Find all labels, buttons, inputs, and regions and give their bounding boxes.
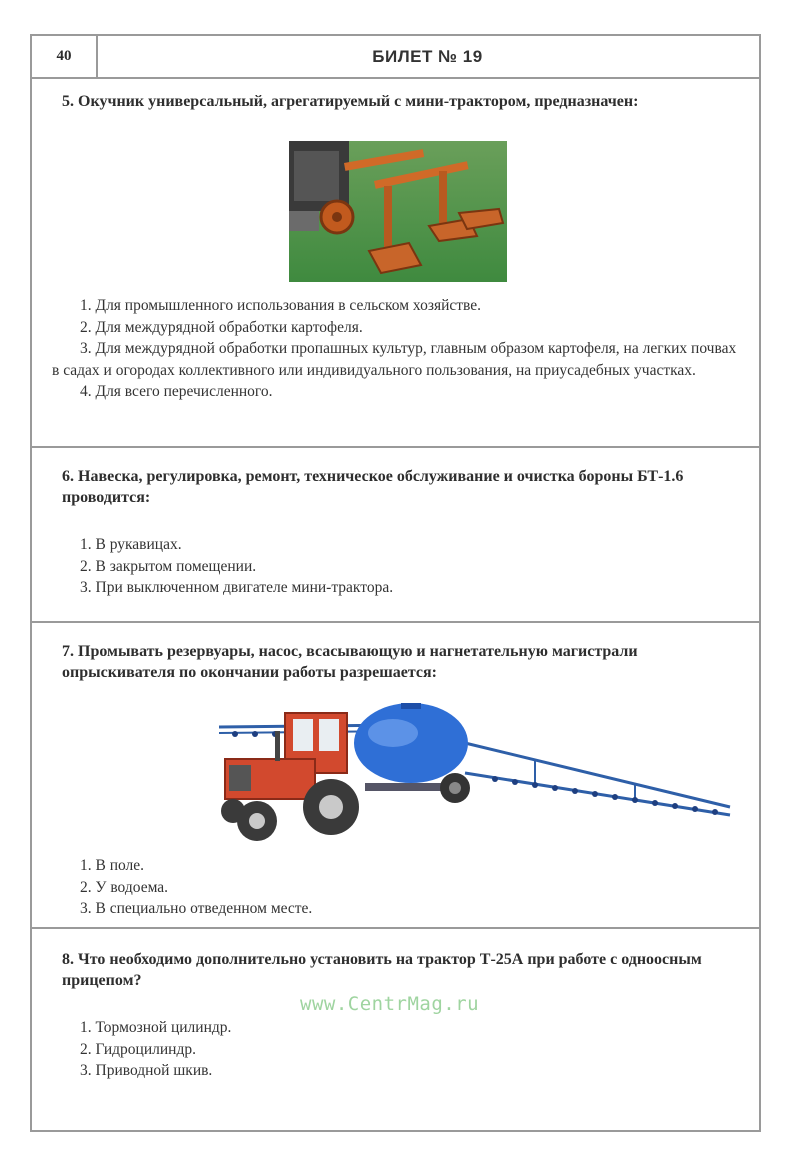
answer-item: 1. Тормозной цилиндр. xyxy=(80,1019,232,1036)
question-8 xyxy=(32,929,759,1130)
question-8-prompt: 8. Что необходимо дополнительно установить на трактор Т-25А при работе с одноосным прицепом? xyxy=(62,951,702,989)
page-title: БИЛЕТ № 19 xyxy=(372,46,483,66)
answer-item: 2. У водоема. xyxy=(80,878,169,896)
question-5 xyxy=(32,77,759,448)
answer-item: 3. В специально отведенном месте. xyxy=(80,900,313,917)
answer-item: 1. В рукавицах. xyxy=(80,536,182,553)
question-6 xyxy=(32,448,759,623)
answer-item: 2. Для междурядной обработки картофеля. xyxy=(80,318,363,336)
answer-item: 1. Для промышленного использования в сельском хозяйстве. xyxy=(80,297,482,314)
question-7-answers xyxy=(52,855,739,920)
question-5-answers xyxy=(52,295,739,403)
question-5-prompt: 5. Окучник универсальный, агрегатируемый с мини-трактором, предназначен: xyxy=(62,93,639,110)
answer-item: 3. Приводной шкив. xyxy=(80,1062,213,1079)
page-header xyxy=(32,36,759,79)
question-7-prompt: 7. Промывать резервуары, насос, всасывающую и нагнетательную магистрали опрыскивателя по окончании работы разрешается: xyxy=(62,643,638,681)
sprayer-illustration xyxy=(215,703,735,863)
answer-item: 2. В закрытом помещении. xyxy=(80,557,257,575)
answer-item: 3. Для междурядной обработки пропашных культур, главным образом картофеля, на легких почвах в садах и огородах коллективного или индивидуального пользования, на приусадебных участках. xyxy=(52,340,737,379)
answer-item: 2. Гидроцилиндр. xyxy=(80,1040,196,1058)
answer-item: 1. В поле. xyxy=(80,857,145,874)
question-6-prompt: 6. Навеска, регулировка, ремонт, техническое обслуживание и очистка бороны БТ-1.6 проводится: xyxy=(62,468,684,506)
hiller-photo xyxy=(289,141,507,282)
question-7 xyxy=(32,623,759,929)
ticket-frame xyxy=(30,34,761,1132)
answer-item: 4. Для всего перечисленного. xyxy=(80,383,273,400)
question-6-answers xyxy=(52,534,739,599)
question-8-answers xyxy=(52,1017,739,1082)
watermark: www.CentrMag.ru xyxy=(300,993,480,1015)
answer-item: 3. При выключенном двигателе мини-трактора. xyxy=(80,579,394,596)
page-number: 40 xyxy=(32,36,98,77)
